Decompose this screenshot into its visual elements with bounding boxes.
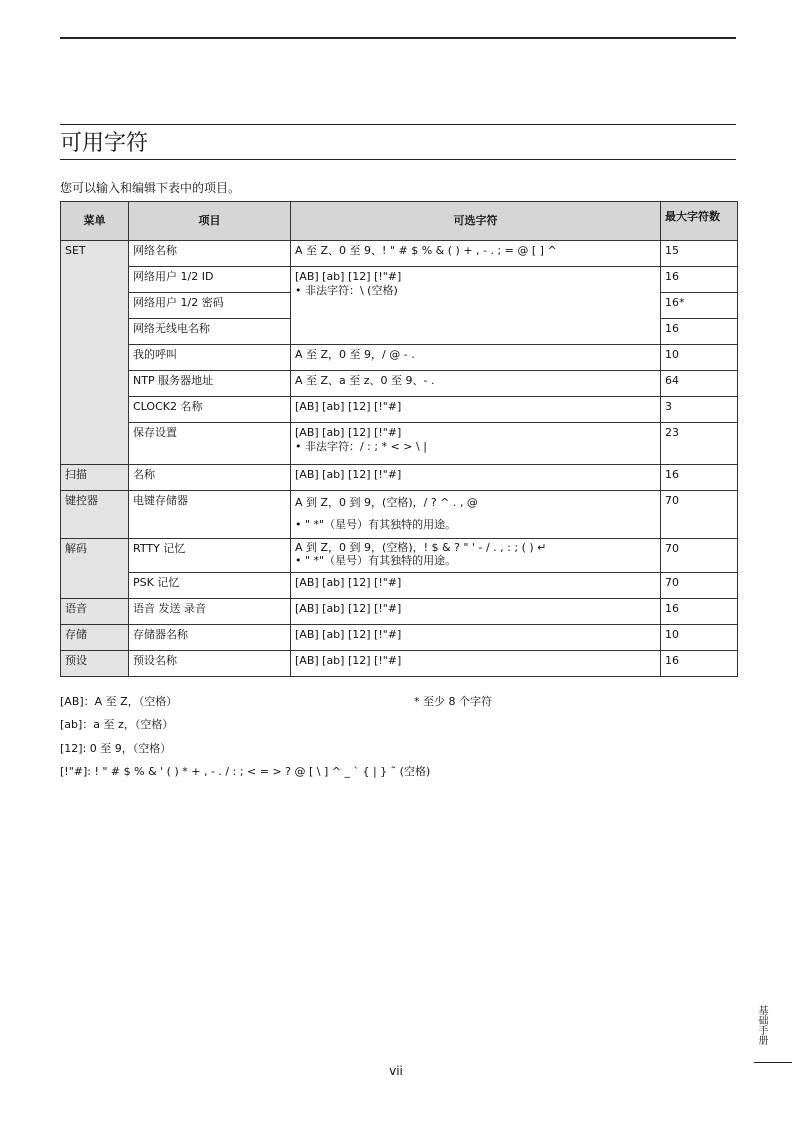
chars-note: • 非法字符：\ (空格) bbox=[295, 284, 398, 297]
chars-cell: [AB] [ab] [12] [!"#] bbox=[291, 465, 661, 491]
footnote: * 至少 8 个字符 bbox=[414, 695, 492, 708]
title-bottom-rule bbox=[60, 159, 736, 160]
item-cell: 保存设置 bbox=[129, 423, 291, 465]
table-row bbox=[61, 241, 738, 267]
chars-text: [AB] [ab] [12] [!"#] bbox=[295, 426, 402, 439]
chars-cell bbox=[291, 491, 661, 539]
menu-cell-voice: 语音 bbox=[61, 599, 129, 625]
side-tab-rule bbox=[754, 1062, 792, 1063]
item-cell: 网络无线电名称 bbox=[129, 319, 291, 345]
max-cell: 70 bbox=[661, 573, 738, 599]
item-cell: 名称 bbox=[129, 465, 291, 491]
header-item: 项目 bbox=[129, 202, 291, 241]
side-tab-label: 基础手册 bbox=[756, 1005, 767, 1045]
max-cell: 16* bbox=[661, 293, 738, 319]
chars-text: [AB] [ab] [12] [!"#] bbox=[295, 270, 402, 283]
menu-cell-set: SET bbox=[61, 241, 129, 465]
menu-cell-preset: 预设 bbox=[61, 651, 129, 677]
item-cell: 预设名称 bbox=[129, 651, 291, 677]
legend-digits: [12]: 0 至 9，（空格） bbox=[60, 742, 172, 755]
chars-cell bbox=[291, 267, 661, 345]
item-cell: PSK 记忆 bbox=[129, 573, 291, 599]
legend-symbols: [!"#]: ! " # $ % & ' ( ) * + , - . / : ; < = > ? @ [ \ ] ^ _ ` { | } ˜ (空格) bbox=[60, 765, 431, 778]
max-cell: 10 bbox=[661, 345, 738, 371]
table-row bbox=[61, 625, 738, 651]
top-rule bbox=[60, 37, 736, 39]
chars-cell: [AB] [ab] [12] [!"#] bbox=[291, 599, 661, 625]
max-cell: 10 bbox=[661, 625, 738, 651]
item-cell: RTTY 记忆 bbox=[129, 539, 291, 573]
chars-cell bbox=[291, 423, 661, 465]
chars-note: • 非法字符：/ : ; * < > \ | bbox=[295, 440, 427, 453]
item-cell: NTP 服务器地址 bbox=[129, 371, 291, 397]
header-max: 最大字符数 bbox=[661, 202, 738, 241]
chars-cell: [AB] [ab] [12] [!"#] bbox=[291, 397, 661, 423]
table-row bbox=[61, 371, 738, 397]
max-cell: 16 bbox=[661, 267, 738, 293]
chars-cell: [AB] [ab] [12] [!"#] bbox=[291, 625, 661, 651]
page-title: 可用字符 bbox=[60, 131, 149, 156]
max-cell: 16 bbox=[661, 319, 738, 345]
intro-text: 您可以输入和编辑下表中的项目。 bbox=[60, 181, 241, 195]
max-cell: 16 bbox=[661, 465, 738, 491]
table-row bbox=[61, 539, 738, 573]
chars-text: A 到 Z，0 到 9，(空格)，/ ? ^ . , @ bbox=[295, 496, 478, 509]
max-cell: 23 bbox=[661, 423, 738, 465]
item-cell: 存储器名称 bbox=[129, 625, 291, 651]
table-row bbox=[61, 599, 738, 625]
menu-cell-decode: 解码 bbox=[61, 539, 129, 599]
chars-cell: A 至 Z、0 至 9、! " # $ % & ( ) + , - . ; = @ [ ] ^ bbox=[291, 241, 661, 267]
max-cell: 64 bbox=[661, 371, 738, 397]
menu-cell-keyer: 键控器 bbox=[61, 491, 129, 539]
menu-cell-scan: 扫描 bbox=[61, 465, 129, 491]
item-cell: 网络用户 1/2 ID bbox=[129, 267, 291, 293]
item-cell: 网络用户 1/2 密码 bbox=[129, 293, 291, 319]
max-cell: 70 bbox=[661, 491, 738, 539]
table-row bbox=[61, 345, 738, 371]
item-cell: 电键存储器 bbox=[129, 491, 291, 539]
page-number: vii bbox=[389, 1064, 403, 1078]
header-row bbox=[61, 202, 738, 241]
item-cell: 我的呼叫 bbox=[129, 345, 291, 371]
menu-cell-memory: 存储 bbox=[61, 625, 129, 651]
legend-ab-upper: [AB]：A 至 Z，（空格） bbox=[60, 695, 178, 708]
max-cell: 15 bbox=[661, 241, 738, 267]
legend-ab-lower: [ab]：a 至 z，（空格） bbox=[60, 718, 174, 731]
chars-cell: A 至 Z，0 至 9，/ @ - . bbox=[291, 345, 661, 371]
chars-note: • " *"（星号）有其独特的用途。 bbox=[295, 518, 457, 531]
header-chars: 可选字符 bbox=[291, 202, 661, 241]
table-row bbox=[61, 397, 738, 423]
table-row bbox=[61, 651, 738, 677]
max-cell: 16 bbox=[661, 599, 738, 625]
table-row bbox=[61, 573, 738, 599]
table-row bbox=[61, 465, 738, 491]
chars-cell: A 至 Z、a 至 z、0 至 9、- . bbox=[291, 371, 661, 397]
chars-text: A 到 Z，0 到 9，(空格)，! $ & ? " ' - / . , : ; ( ) ↵ bbox=[295, 541, 547, 554]
chars-note: • " *"（星号）有其独特的用途。 bbox=[295, 554, 457, 567]
chars-cell: [AB] [ab] [12] [!"#] bbox=[291, 651, 661, 677]
max-cell: 3 bbox=[661, 397, 738, 423]
characters-table bbox=[60, 201, 738, 677]
title-top-rule bbox=[60, 124, 736, 125]
table-row bbox=[61, 423, 738, 465]
max-cell: 70 bbox=[661, 539, 738, 573]
table-row bbox=[61, 267, 738, 293]
table-row bbox=[61, 491, 738, 539]
chars-cell bbox=[291, 539, 661, 573]
chars-cell: [AB] [ab] [12] [!"#] bbox=[291, 573, 661, 599]
item-cell: 网络名称 bbox=[129, 241, 291, 267]
item-cell: CLOCK2 名称 bbox=[129, 397, 291, 423]
header-menu: 菜单 bbox=[61, 202, 129, 241]
max-cell: 16 bbox=[661, 651, 738, 677]
item-cell: 语音 发送 录音 bbox=[129, 599, 291, 625]
